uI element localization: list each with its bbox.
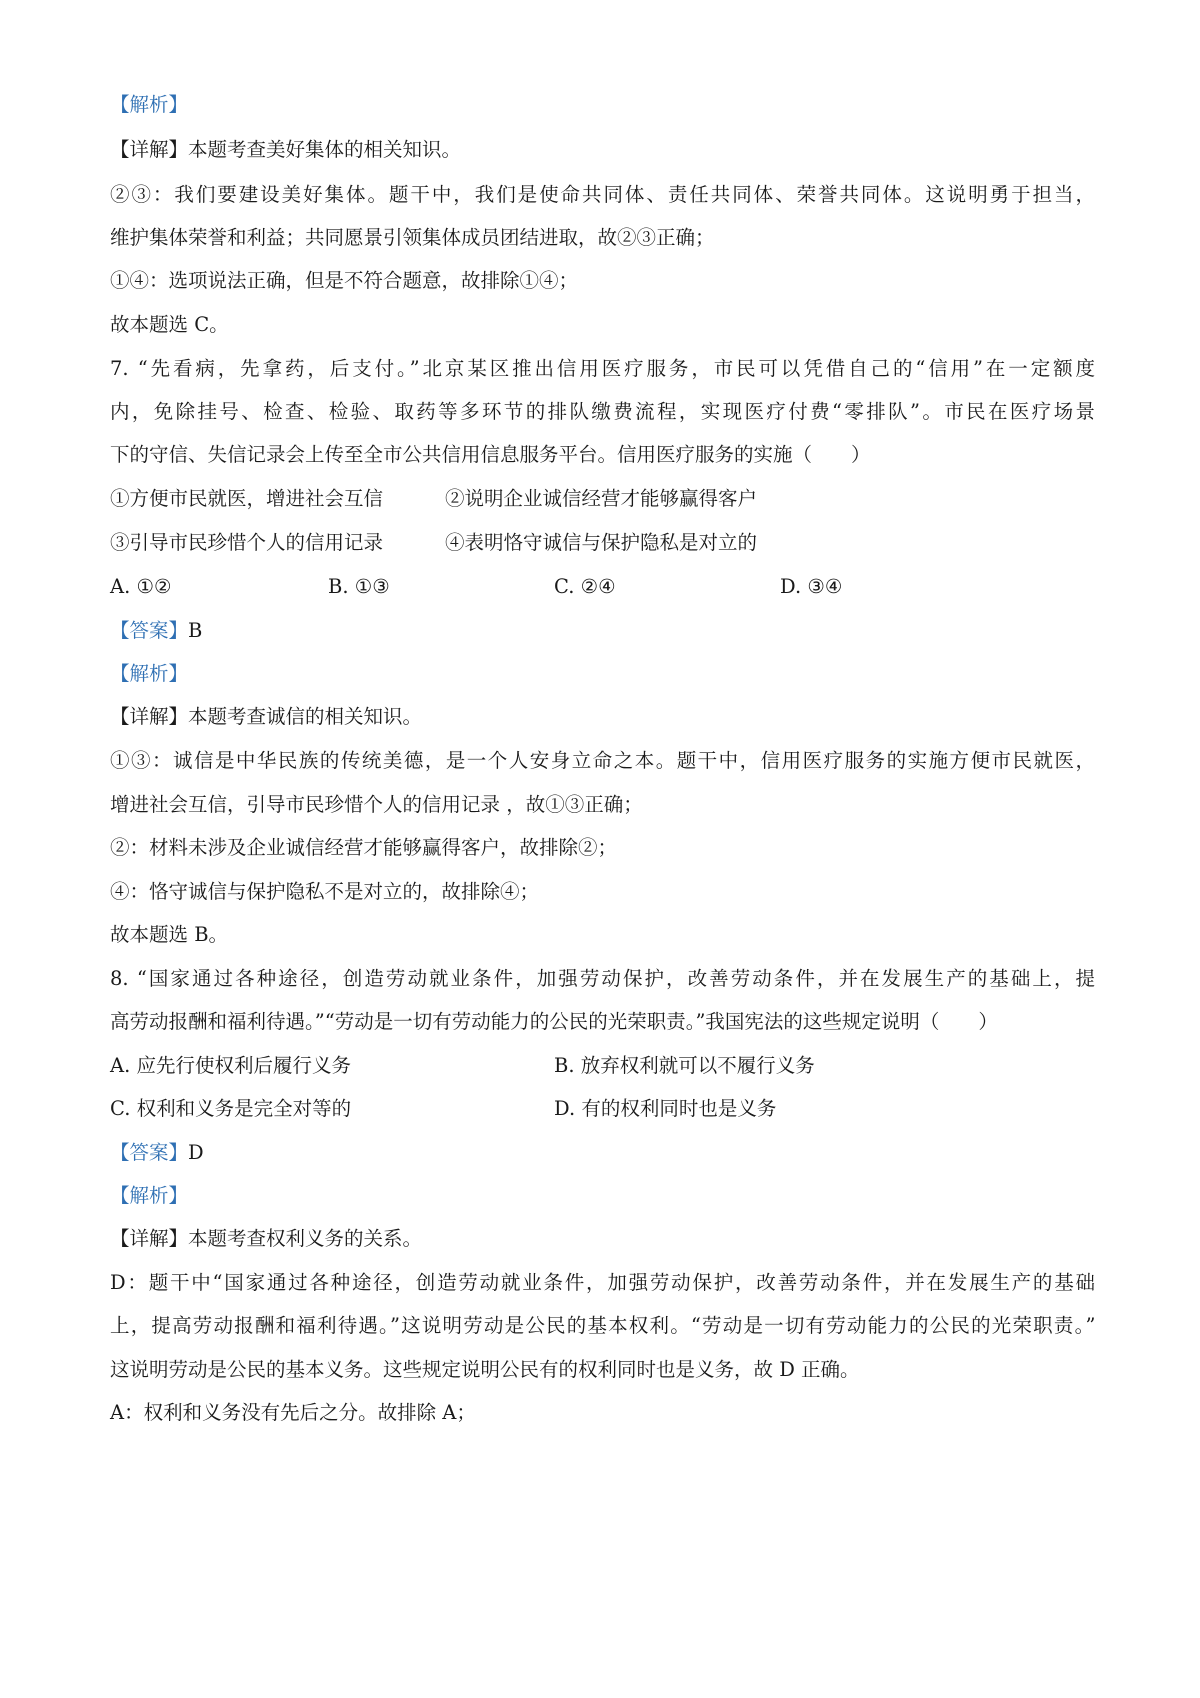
q8-stem-line-1: 8. “国家通过各种途径，创造劳动就业条件，加强劳动保护，改善劳动条件，并在发展生产的基础上，提 — [110, 967, 1095, 990]
q8-option-a: A. 应先行使权利后履行义务 — [110, 1054, 351, 1077]
q7-detail: 【详解】本题考查诚信的相关知识。 — [110, 705, 423, 728]
q7-paragraph-2: ②：材料未涉及企业诚信经营才能够赢得客户，故排除②； — [110, 836, 618, 859]
q8-option-c: C. 权利和义务是完全对等的 — [110, 1097, 352, 1120]
q7-analysis-label: 【解析】 — [110, 662, 189, 685]
q8-paragraph-2: A：权利和义务没有先后之分。故排除 A； — [110, 1401, 476, 1424]
q7-conclusion: 故本题选 B。 — [110, 923, 229, 946]
q8-stem-line-2: 高劳动报酬和福利待遇。”“劳动是一切有劳动能力的公民的光荣职责。”我国宪法的这些规定说明（ ） — [110, 1010, 998, 1033]
q8-option-d: D. 有的权利同时也是义务 — [554, 1097, 777, 1120]
q8-detail: 【详解】本题考查权利义务的关系。 — [110, 1227, 423, 1250]
prev-detail: 【详解】本题考查美好集体的相关知识。 — [110, 138, 462, 161]
q7-paragraph-1a: ①③：诚信是中华民族的传统美德，是一个人安身立命之本。题干中，信用医疗服务的实施方便市民就医， — [110, 749, 1095, 772]
q8-paragraph-1b: 上，提高劳动报酬和福利待遇。”这说明劳动是公民的基本权利。“劳动是一切有劳动能力的公民的光荣职责。” — [110, 1314, 1095, 1337]
q7-item-2: ②说明企业诚信经营才能够赢得客户 — [445, 487, 758, 510]
q7-item-1: ①方便市民就医，增进社会互信 — [110, 487, 384, 510]
q7-option-a: A. ①② — [110, 575, 172, 598]
prev-paragraph-1a: ②③：我们要建设美好集体。题干中，我们是使命共同体、责任共同体、荣誉共同体。这说明勇于担当， — [110, 183, 1095, 206]
q8-paragraph-1a: D：题干中“国家通过各种途径，创造劳动就业条件，加强劳动保护，改善劳动条件，并在发展生产的基础 — [110, 1271, 1095, 1294]
q8-analysis-label: 【解析】 — [110, 1184, 189, 1207]
q7-option-c: C. ②④ — [554, 575, 616, 598]
q7-stem-line-2: 内，免除挂号、检查、检验、取药等多环节的排队缴费流程，实现医疗付费“零排队”。市民在医疗场景 — [110, 400, 1095, 423]
q7-paragraph-1b: 增进社会互信，引导市民珍惜个人的信用记录 ，故①③正确； — [110, 793, 643, 816]
prev-conclusion: 故本题选 C。 — [110, 313, 229, 336]
q7-paragraph-3: ④：恪守诚信与保护隐私不是对立的，故排除④； — [110, 880, 540, 903]
q7-option-b: B. ①③ — [328, 575, 390, 598]
q7-stem-line-3: 下的守信、失信记录会上传至全市公共信用信息服务平台。信用医疗服务的实施（ ） — [110, 443, 871, 466]
q8-paragraph-1c: 这说明劳动是公民的基本义务。这些规定说明公民有的权利同时也是义务，故 D 正确。 — [110, 1358, 860, 1381]
q7-answer-label: 【答案】 — [110, 619, 189, 642]
q7-stem-line-1: 7. “先看病，先拿药，后支付。”北京某区推出信用医疗服务，市民可以凭借自己的“信用”在一定额度 — [110, 357, 1095, 380]
prev-analysis-label: 【解析】 — [110, 93, 189, 116]
q7-answer-value: B — [188, 619, 203, 642]
prev-paragraph-1b: 维护集体荣誉和利益；共同愿景引领集体成员团结进取，故②③正确； — [110, 226, 715, 249]
q8-option-b: B. 放弃权利就可以不履行义务 — [554, 1054, 815, 1077]
q7-item-4: ④表明恪守诚信与保护隐私是对立的 — [445, 531, 758, 554]
q8-answer — [110, 1138, 1095, 1168]
q8-answer-value: D — [188, 1141, 204, 1164]
q7-item-3: ③引导市民珍惜个人的信用记录 — [110, 531, 384, 554]
q7-answer — [110, 616, 1095, 646]
prev-paragraph-2: ①④：选项说法正确，但是不符合题意，故排除①④； — [110, 269, 579, 292]
q7-option-d: D. ③④ — [780, 575, 843, 598]
q8-answer-label: 【答案】 — [110, 1141, 189, 1164]
